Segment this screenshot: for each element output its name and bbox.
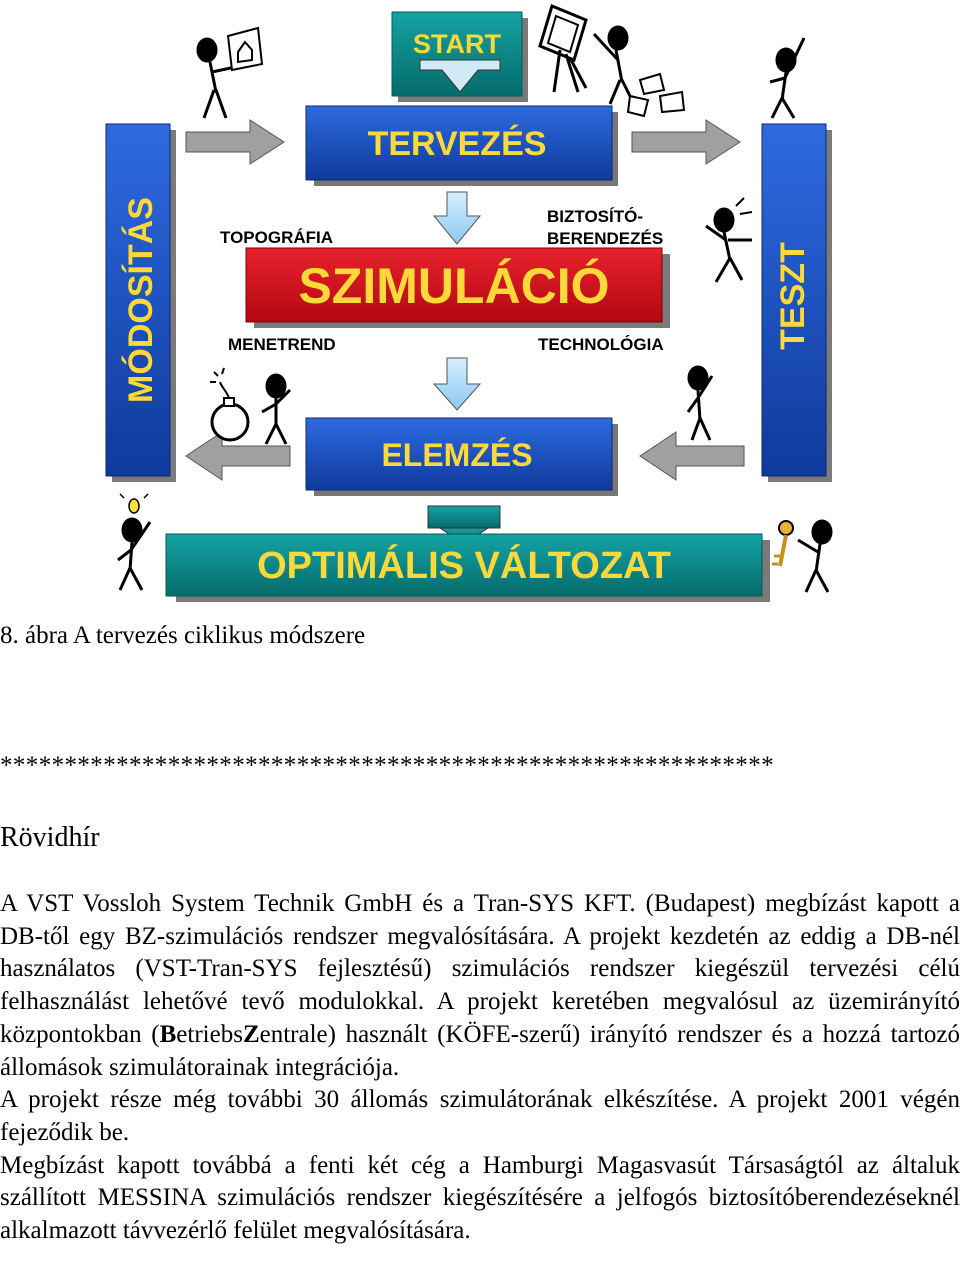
figure-confused-icon xyxy=(262,375,290,444)
teszt-label: TESZT xyxy=(774,242,812,350)
down-arrow-2 xyxy=(434,358,480,410)
elemzes-block xyxy=(306,418,618,496)
tervezes-block xyxy=(306,106,618,186)
tervezes-label: TERVEZÉS xyxy=(367,125,547,163)
modositas-label: MÓDOSÍTÁS xyxy=(122,197,160,403)
modositas-block xyxy=(106,124,176,482)
menetrend-label: MENETREND xyxy=(228,335,336,354)
news-title: Rövidhír xyxy=(0,822,100,853)
technologia-label: TECHNOLÓGIA xyxy=(538,335,664,354)
figure-shouting-icon xyxy=(706,198,752,282)
figure-idea-icon xyxy=(118,494,150,590)
news-p1-bold-b: B xyxy=(159,1020,177,1048)
news-body xyxy=(0,888,960,1248)
news-paragraph-1 xyxy=(0,888,960,1084)
figure-easel-icon xyxy=(540,6,634,104)
bomb-icon xyxy=(210,368,248,440)
news-paragraph-2: A projekt része még további 30 állomás szimulátorának elkészítése. A projekt 2001 végén fejeződik be. xyxy=(0,1086,960,1146)
figure-thinking-icon xyxy=(688,367,712,440)
news-paragraph-3: Megbízást kapott továbbá a fenti két cég a Hamburgi Magasvasút Társaságtól az általuk szállított MESSINA szimulációs rendszer kiegészítésére a jelfogós biztosítóberendezéseknél alkalmazott távvezérlő felület megvalósítására. xyxy=(0,1151,960,1245)
biztosito-label-line1: BIZTOSÍTÓ- xyxy=(547,207,644,226)
figure-key-icon xyxy=(772,521,831,592)
papers-icon xyxy=(628,74,684,116)
start-block xyxy=(392,12,528,102)
teszt-block xyxy=(762,124,832,482)
right-arrow-to-tervezes xyxy=(186,120,284,164)
right-arrow-to-teszt xyxy=(632,120,740,164)
biztosito-label-line2: BERENDEZÉS xyxy=(547,229,664,248)
szimulacio-block xyxy=(246,248,670,328)
start-label: START xyxy=(413,29,501,59)
news-p1-bold-z: Z xyxy=(242,1020,260,1048)
figure-cheering-icon xyxy=(770,38,804,118)
optimalis-block xyxy=(166,534,770,602)
elemzes-label: ELEMZÉS xyxy=(381,437,533,473)
news-p1-end: entrale) használt (KÖFE-szerű) irányító rendszer és a hozzá tartozó állomások szimulátorainak integrációja. xyxy=(0,1020,960,1081)
design-cycle-diagram xyxy=(0,0,960,610)
news-p1-mid: etriebs xyxy=(176,1020,243,1048)
separator: ************************************************************ xyxy=(0,752,774,779)
news-p1-start: A VST Vossloh System Technik GmbH és a Tran-SYS KFT. (Budapest) megbízást kapott a DB-től egy BZ-szimulációs rendszer megvalósítására. A projekt kezdetén az eddig a DB-nél használatos (VST-Tran-SYS fejlesztésű) szimulációs rendszer kiegészül tervezési célú felhasználást lehetővé tevő modulokkal. A projekt keretében megvalósul az üzemirányító központokban ( xyxy=(0,890,960,1048)
optimalis-label: OPTIMÁLIS VÁLTOZAT xyxy=(257,545,671,587)
szimulacio-label: SZIMULÁCIÓ xyxy=(298,258,610,314)
down-arrow-1 xyxy=(434,192,480,244)
topografia-label: TOPOGRÁFIA xyxy=(220,228,334,247)
figure-caption: 8. ábra A tervezés ciklikus módszere xyxy=(0,622,366,649)
figure-house-icon xyxy=(198,28,262,118)
